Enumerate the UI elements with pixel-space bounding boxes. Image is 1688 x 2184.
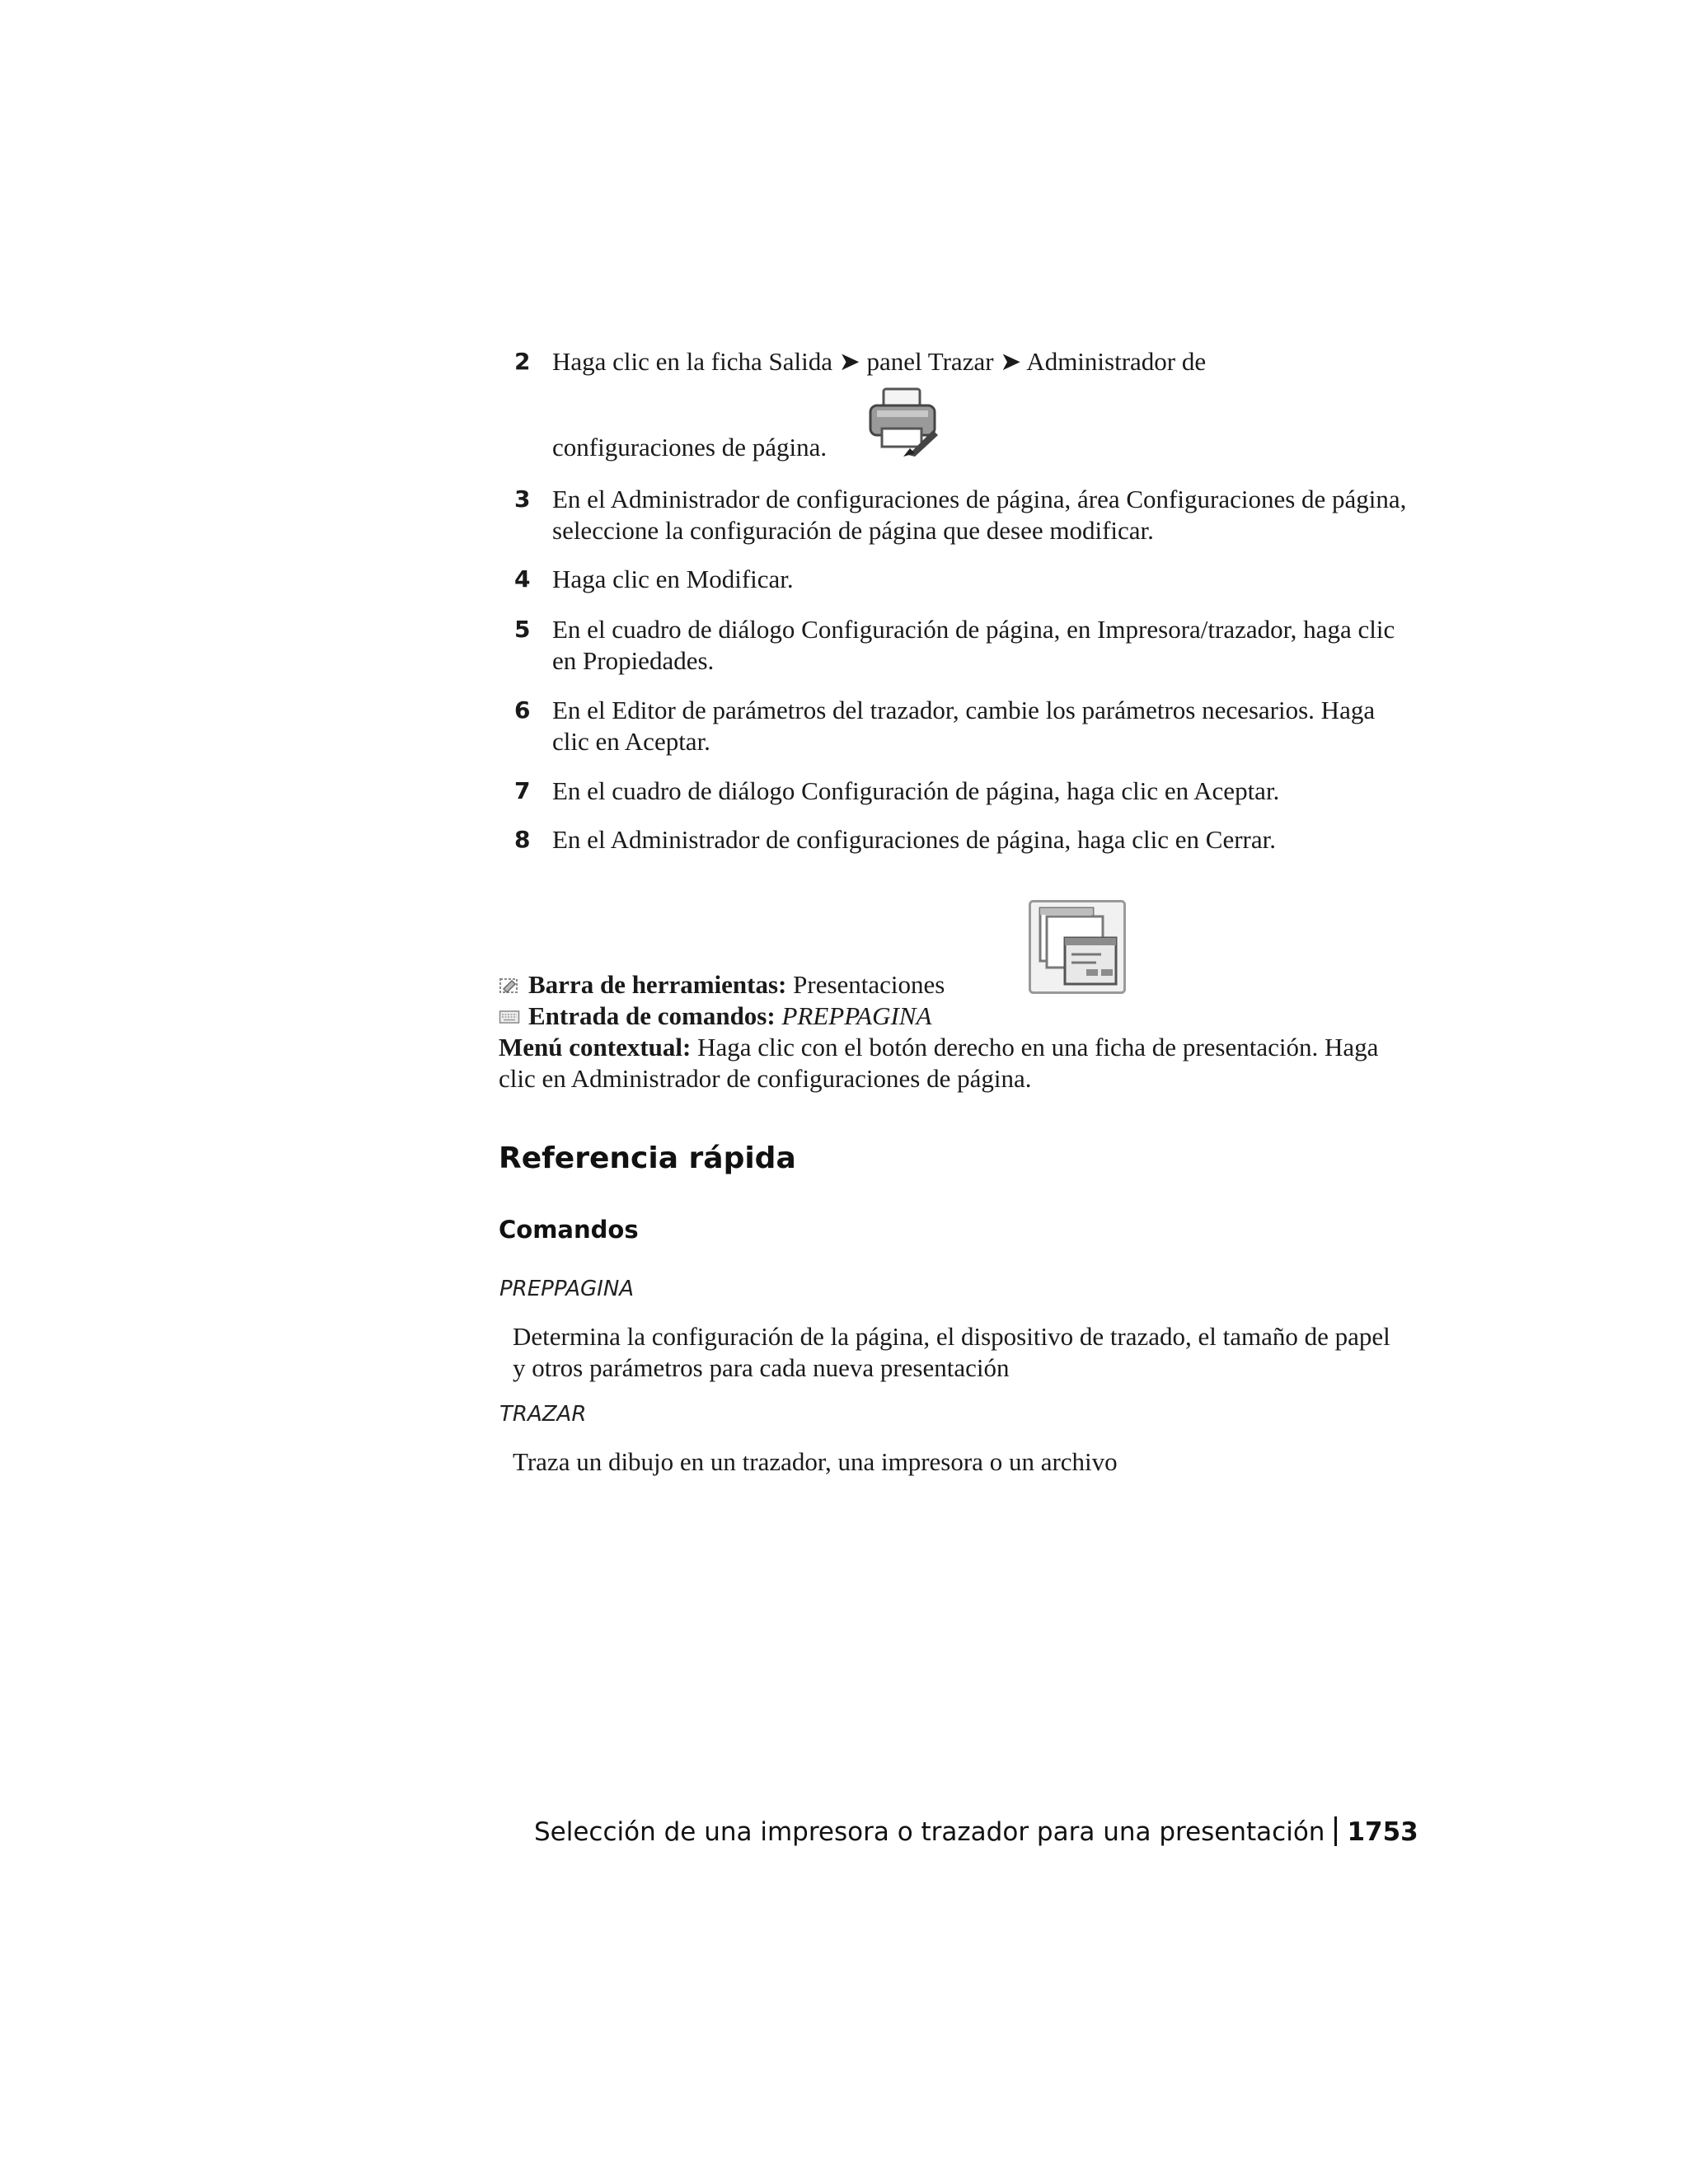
page-number: 1753 xyxy=(1347,1817,1418,1847)
keyboard-icon xyxy=(499,1008,520,1026)
step-number: 3 xyxy=(514,485,531,513)
page-footer xyxy=(534,1816,1418,1847)
toolbar-value: Presentaciones xyxy=(793,970,945,999)
step-text: Haga clic en Modificar. xyxy=(552,565,794,593)
command-description: Traza un dibujo en un trazador, una impresora o un archivo xyxy=(513,1447,1118,1476)
step-text: En el cuadro de diálogo Configuración de página, en Impresora/trazador, haga clic en Propiedades. xyxy=(552,615,1395,675)
step-text xyxy=(552,346,1409,463)
command-value: PREPPAGINA xyxy=(781,1001,932,1030)
context-value: Haga clic con el botón derecho en una ficha de presentación. Haga clic en Administrador de configuraciones de página. xyxy=(499,1033,1379,1093)
page-setup-layout-icon xyxy=(1029,900,1126,994)
toolbar-access xyxy=(499,969,945,1001)
step-text: En el Administrador de configuraciones de página, haga clic en Cerrar. xyxy=(552,825,1277,854)
step-number: 7 xyxy=(514,777,531,804)
command-access xyxy=(499,1001,931,1032)
command-name: PREPPAGINA xyxy=(499,1277,635,1301)
quick-reference-heading: Referencia rápida xyxy=(499,1141,796,1175)
toolbar-icon xyxy=(499,977,520,995)
toolbar-label: Barra de herramientas: xyxy=(528,970,787,999)
context-menu-access xyxy=(499,1032,1389,1094)
footer-separator xyxy=(1334,1816,1337,1846)
step-number: 5 xyxy=(514,616,531,643)
printer-icon xyxy=(867,386,938,457)
command-description: Determina la configuración de la página, el dispositivo de trazado, el tamaño de papel y otros parámetros para cada nueva presentación xyxy=(513,1322,1390,1382)
step-number: 2 xyxy=(514,348,531,375)
step-number: 6 xyxy=(514,696,531,724)
commands-subheading: Comandos xyxy=(499,1216,639,1244)
step-text-line-1: Haga clic en la ficha Salida ➤ panel Trazar ➤ Administrador de xyxy=(552,347,1207,376)
step-text: En el Editor de parámetros del trazador, cambie los parámetros necesarios. Haga clic en Aceptar. xyxy=(552,696,1376,756)
step-number: 8 xyxy=(514,826,531,853)
step-number: 4 xyxy=(514,565,531,593)
command-label: Entrada de comandos: xyxy=(528,1001,776,1030)
step-text: En el Administrador de configuraciones de página, área Configuraciones de página, seleccione la configuración de página que desee modificar. xyxy=(552,485,1407,545)
command-name: TRAZAR xyxy=(499,1402,587,1427)
step-text-line-2: configuraciones de página. xyxy=(552,433,828,462)
step-text: En el cuadro de diálogo Configuración de página, haga clic en Aceptar. xyxy=(552,776,1280,805)
context-label: Menú contextual: xyxy=(499,1033,692,1062)
footer-title: Selección de una impresora o trazador para una presentación xyxy=(534,1817,1325,1847)
